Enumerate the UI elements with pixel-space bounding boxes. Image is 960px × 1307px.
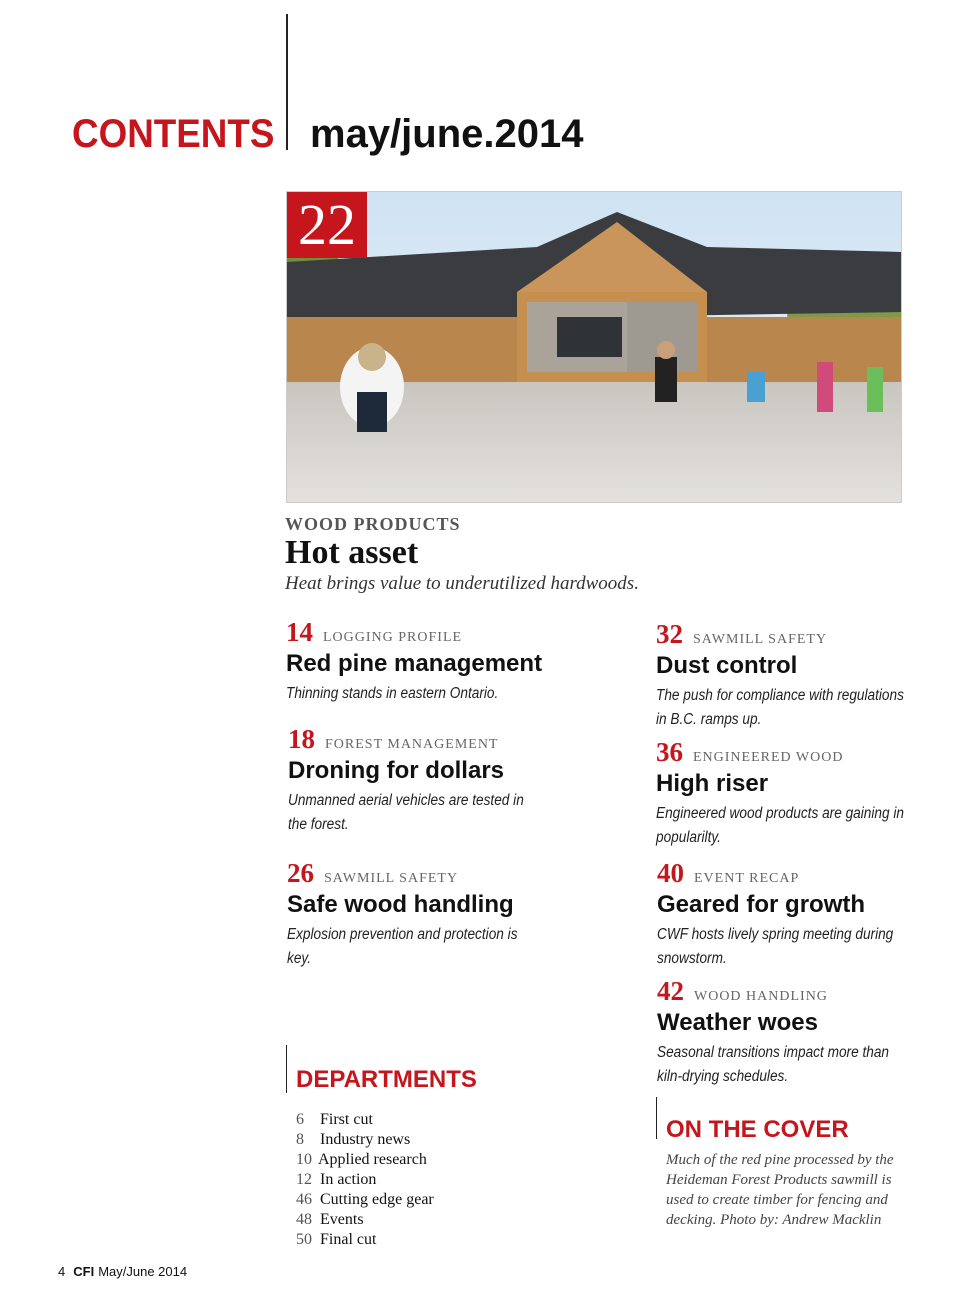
department-name: Industry news: [320, 1131, 411, 1148]
article-item[interactable]: [286, 617, 556, 706]
issue-date: may/june.2014: [310, 112, 584, 156]
article-title[interactable]: High riser: [656, 770, 769, 797]
article-category: EVENT RECAP: [694, 871, 800, 886]
article-category: FOREST MANAGEMENT: [325, 737, 499, 752]
article-item[interactable]: [287, 858, 557, 971]
article-title[interactable]: Safe wood handling: [287, 891, 514, 918]
article-description: Seasonal transitions impact more than kiln-drying schedules.: [657, 1044, 890, 1085]
department-name: In action: [320, 1171, 377, 1188]
article-category: WOOD HANDLING: [694, 989, 828, 1004]
article-category: SAWMILL SAFETY: [324, 871, 459, 886]
feature-title[interactable]: Hot asset: [285, 534, 419, 571]
list-item[interactable]: [296, 1130, 434, 1150]
department-name: Final cut: [320, 1231, 377, 1248]
list-item[interactable]: [296, 1170, 434, 1190]
list-item[interactable]: [296, 1190, 434, 1210]
list-item[interactable]: [296, 1150, 434, 1170]
feature-page-number: 22: [287, 192, 367, 258]
departments-divider: [286, 1045, 287, 1093]
article-description: Unmanned aerial vehicles are tested in the forest.: [288, 792, 524, 833]
footer-issue: May/June 2014: [98, 1264, 188, 1279]
article-title[interactable]: Weather woes: [657, 1009, 818, 1036]
article-item[interactable]: [656, 737, 926, 850]
article-page: 42: [657, 976, 684, 1006]
feature-description: Heat brings value to underutilized hardwoods.: [285, 573, 639, 594]
article-page: 32: [656, 619, 683, 649]
department-name: Cutting edge gear: [320, 1191, 434, 1208]
article-page: 26: [287, 858, 314, 888]
department-page: 8: [296, 1131, 304, 1148]
header-divider: [286, 14, 288, 150]
department-page: 10: [296, 1151, 312, 1168]
department-page: 48: [296, 1211, 312, 1228]
article-description: Explosion prevention and protection is key.: [287, 926, 518, 967]
department-page: 46: [296, 1191, 312, 1208]
article-title[interactable]: Geared for growth: [657, 891, 866, 918]
article-description: CWF hosts lively spring meeting during snowstorm.: [657, 926, 894, 967]
article-title[interactable]: Dust control: [656, 652, 798, 679]
cover-divider: [656, 1097, 657, 1139]
article-page: 18: [288, 724, 315, 754]
article-title[interactable]: Droning for dollars: [288, 757, 504, 784]
article-item[interactable]: [657, 858, 927, 971]
page-footer: [58, 1264, 187, 1279]
article-page: 40: [657, 858, 684, 888]
article-category: ENGINEERED WOOD: [693, 750, 844, 765]
feature-photo[interactable]: [286, 191, 902, 503]
article-page: 14: [286, 617, 313, 647]
list-item[interactable]: [296, 1110, 434, 1130]
article-title[interactable]: Red pine management: [286, 650, 543, 677]
department-page: 50: [296, 1231, 312, 1248]
list-item[interactable]: [296, 1210, 434, 1230]
list-item[interactable]: [296, 1230, 434, 1250]
article-category: SAWMILL SAFETY: [693, 632, 828, 647]
footer-brand: CFI: [73, 1264, 95, 1279]
article-item[interactable]: [657, 976, 927, 1089]
departments-list: [296, 1110, 434, 1250]
article-description: Engineered wood products are gaining in popularilty.: [656, 805, 904, 846]
footer-page-number: 4: [58, 1264, 66, 1279]
department-name: First cut: [320, 1111, 373, 1128]
department-page: 12: [296, 1171, 312, 1188]
article-description: The push for compliance with regulations in B.C. ramps up.: [656, 687, 904, 728]
departments-heading: DEPARTMENTS: [296, 1066, 477, 1093]
department-name: Applied research: [318, 1151, 427, 1168]
cover-caption: Much of the red pine processed by the Heideman Forest Products sawmill is used to create timber for fencing and decking. Photo by: Andrew Macklin: [666, 1152, 894, 1228]
department-page: 6: [296, 1111, 304, 1128]
article-category: LOGGING PROFILE: [323, 630, 463, 645]
article-page: 36: [656, 737, 683, 767]
contents-heading: CONTENTS: [72, 112, 275, 156]
article-item[interactable]: [288, 724, 558, 837]
article-description: Thinning stands in eastern Ontario.: [286, 685, 499, 702]
feature-category: WOOD PRODUCTS: [285, 514, 461, 534]
cover-heading: ON THE COVER: [666, 1116, 849, 1143]
article-item[interactable]: [656, 619, 926, 732]
department-name: Events: [320, 1211, 364, 1228]
